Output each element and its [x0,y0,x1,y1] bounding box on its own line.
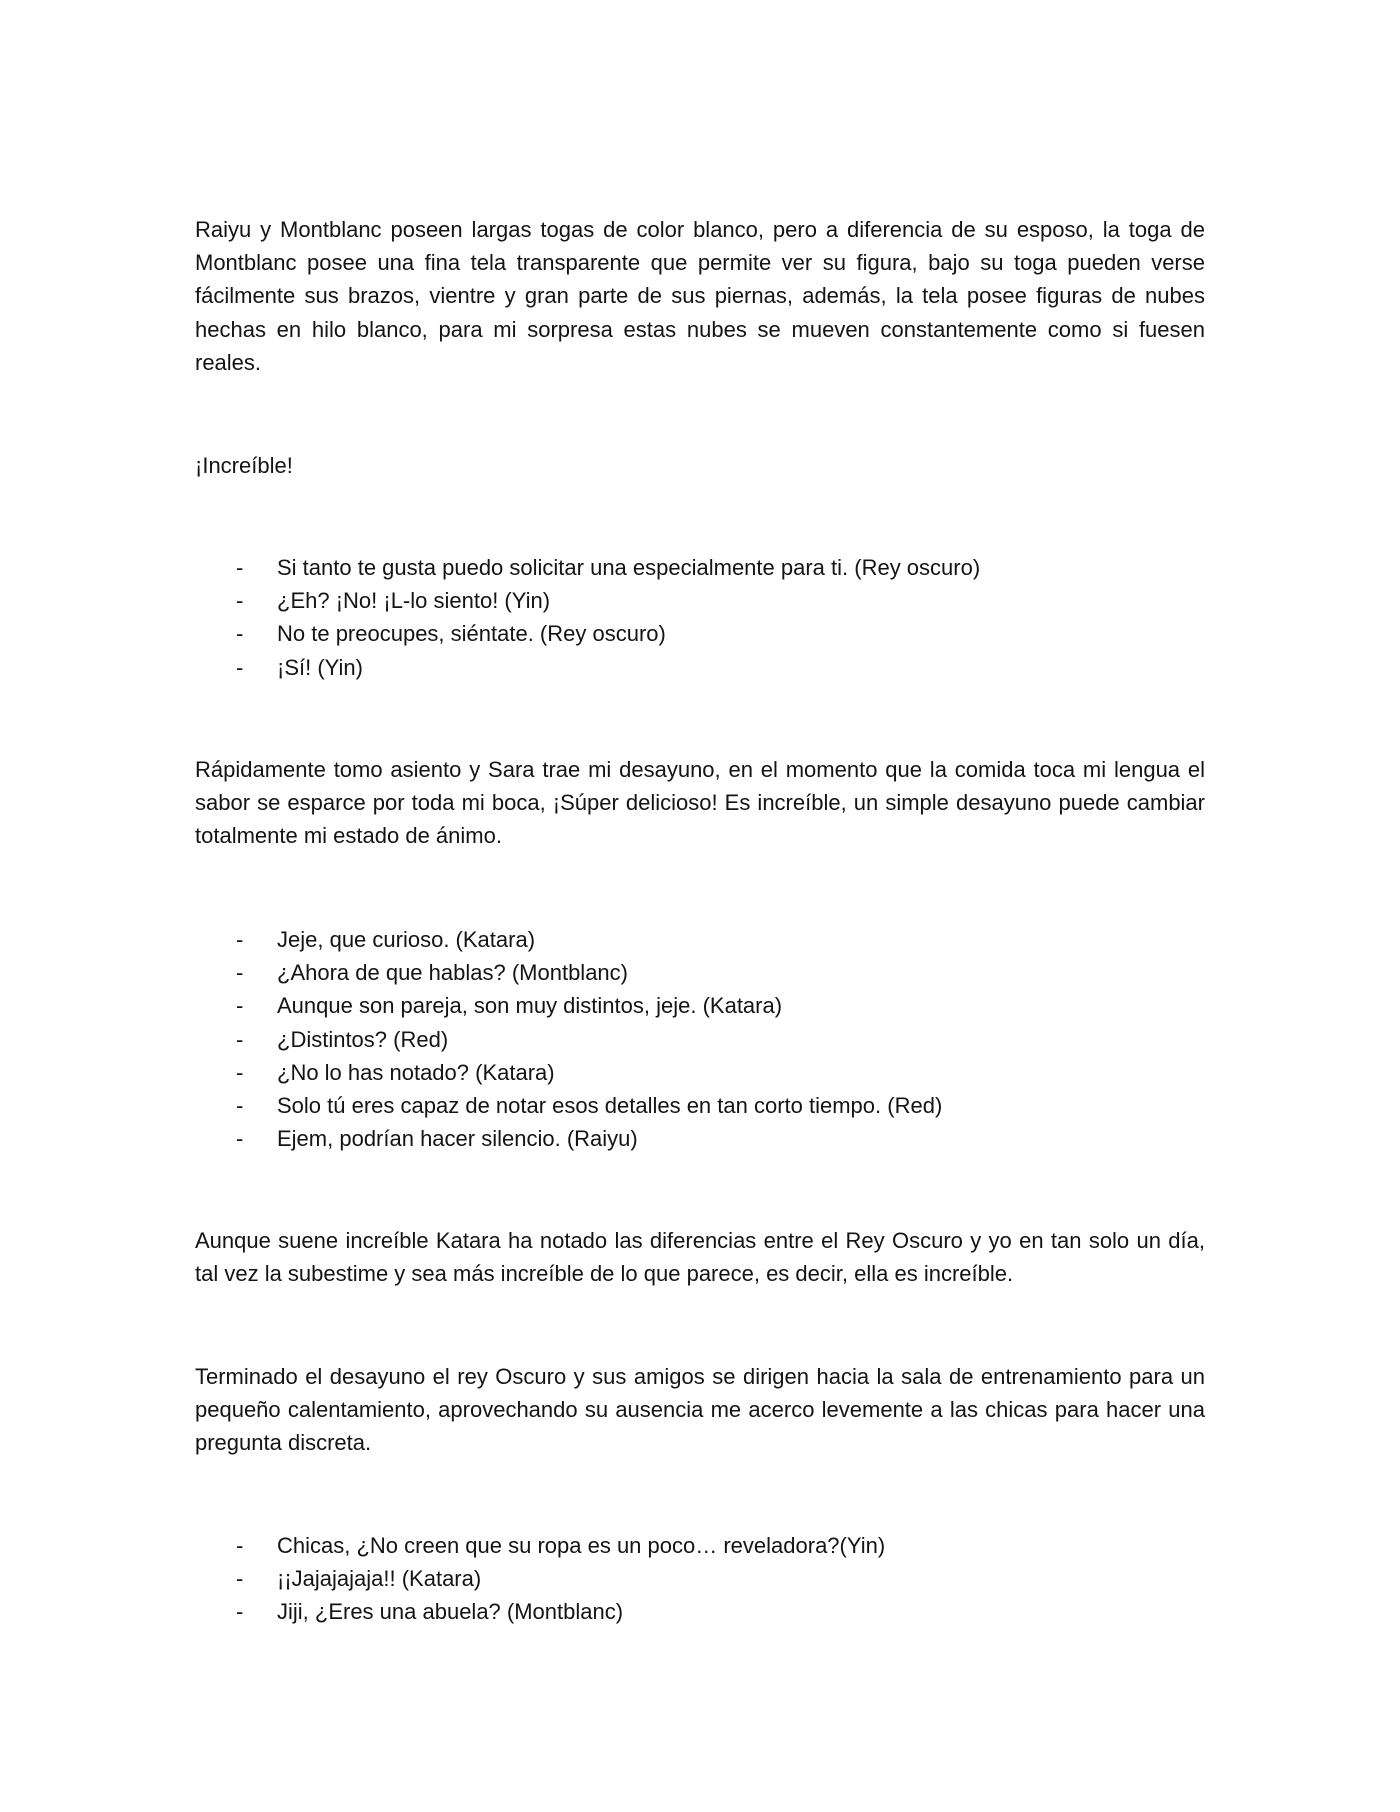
dash-bullet: - [236,1533,244,1558]
dialogue-text: Jiji, ¿Eres una abuela? (Montblanc) [277,1599,624,1625]
dash-bullet: - [236,1093,244,1119]
dialogue-line [195,1122,1205,1155]
dash-bullet: - [236,1126,244,1152]
dialogue-line [195,584,1205,617]
dialogue-line [195,1056,1205,1089]
dialogue-list-1 [195,551,1205,684]
exclamation-line: ¡Increíble! [195,453,293,478]
dash-bullet: - [236,993,244,1019]
dialogue-text: No te preocupes, siéntate. (Rey oscuro) [277,621,666,647]
dash-bullet: - [236,1599,244,1625]
dialogue-text: Ejem, podrían hacer silencio. (Raiyu) [277,1126,638,1152]
dash-bullet: - [236,588,244,614]
dialogue-text: Jeje, que curioso. (Katara) [277,927,536,952]
paragraph-diferencias: Aunque suene increíble Katara ha notado las diferencias entre el Rey Oscuro y yo en tan solo un día, tal vez la subestime y sea más increíble de lo que parece, es decir, ella es increíble. [195,1228,1205,1287]
dash-bullet: - [236,1566,244,1592]
dialogue-text: ¡¡Jajajajaja!! (Katara) [277,1566,482,1592]
dialogue-text: ¿No lo has notado? (Katara) [277,1059,555,1085]
dash-bullet: - [236,927,244,952]
dialogue-line [195,1529,1205,1562]
dialogue-line [195,1023,1205,1056]
dialogue-text: Solo tú eres capaz de notar esos detalles en tan corto tiempo. (Red) [277,1093,943,1119]
dash-bullet: - [236,1026,244,1052]
dialogue-text: ¿Distintos? (Red) [277,1026,449,1052]
dialogue-line [195,989,1205,1022]
paragraph-desayuno: Rápidamente tomo asiento y Sara trae mi desayuno, en el momento que la comida toca mi lengua el sabor se esparce por toda mi boca, ¡Súper delicioso! Es increíble, un simple desayuno puede cambiar totalmente mi estado de ánimo. [195,757,1205,849]
dash-bullet: - [236,621,244,647]
dash-bullet: - [236,555,244,580]
dialogue-list-2 [195,923,1205,1155]
dash-bullet: - [236,960,244,986]
dialogue-line [195,1089,1205,1122]
paragraph-togas: Raiyu y Montblanc poseen largas togas de color blanco, pero a diferencia de su esposo, la toga de Montblanc posee una fina tela transparente que permite ver su figura, bajo su toga pueden verse fácilmente sus brazos, vientre y gran parte de sus piernas, además, la tela posee figuras de nubes hechas en hilo blanco, para mi sorpresa estas nubes se mueven constantemente como si fuesen reales. [195,217,1205,375]
dialogue-list-3 [195,1529,1205,1629]
dialogue-line [195,1562,1205,1595]
dash-bullet: - [236,1059,244,1085]
paragraph-entrenamiento: Terminado el desayuno el rey Oscuro y sus amigos se dirigen hacia la sala de entrenamiento para un pequeño calentamiento, aprovechando su ausencia me acerco levemente a las chicas para hacer una pregunta discreta. [195,1364,1205,1456]
dialogue-text: ¡Sí! (Yin) [277,654,363,680]
dialogue-text: ¿Eh? ¡No! ¡L-lo siento! (Yin) [277,588,551,614]
dialogue-text: Si tanto te gusta puedo solicitar una especialmente para ti. (Rey oscuro) [277,555,981,580]
dash-bullet: - [236,654,244,680]
dialogue-line [195,956,1205,989]
dialogue-text: Aunque son pareja, son muy distintos, jeje. (Katara) [277,993,783,1019]
dialogue-text: ¿Ahora de que hablas? (Montblanc) [277,960,628,986]
dialogue-text: Chicas, ¿No creen que su ropa es un poco… reveladora?(Yin) [277,1533,886,1558]
dialogue-line [195,617,1205,650]
dialogue-line [195,651,1205,684]
dialogue-line [195,551,1205,584]
dialogue-line [195,923,1205,956]
dialogue-line [195,1595,1205,1628]
